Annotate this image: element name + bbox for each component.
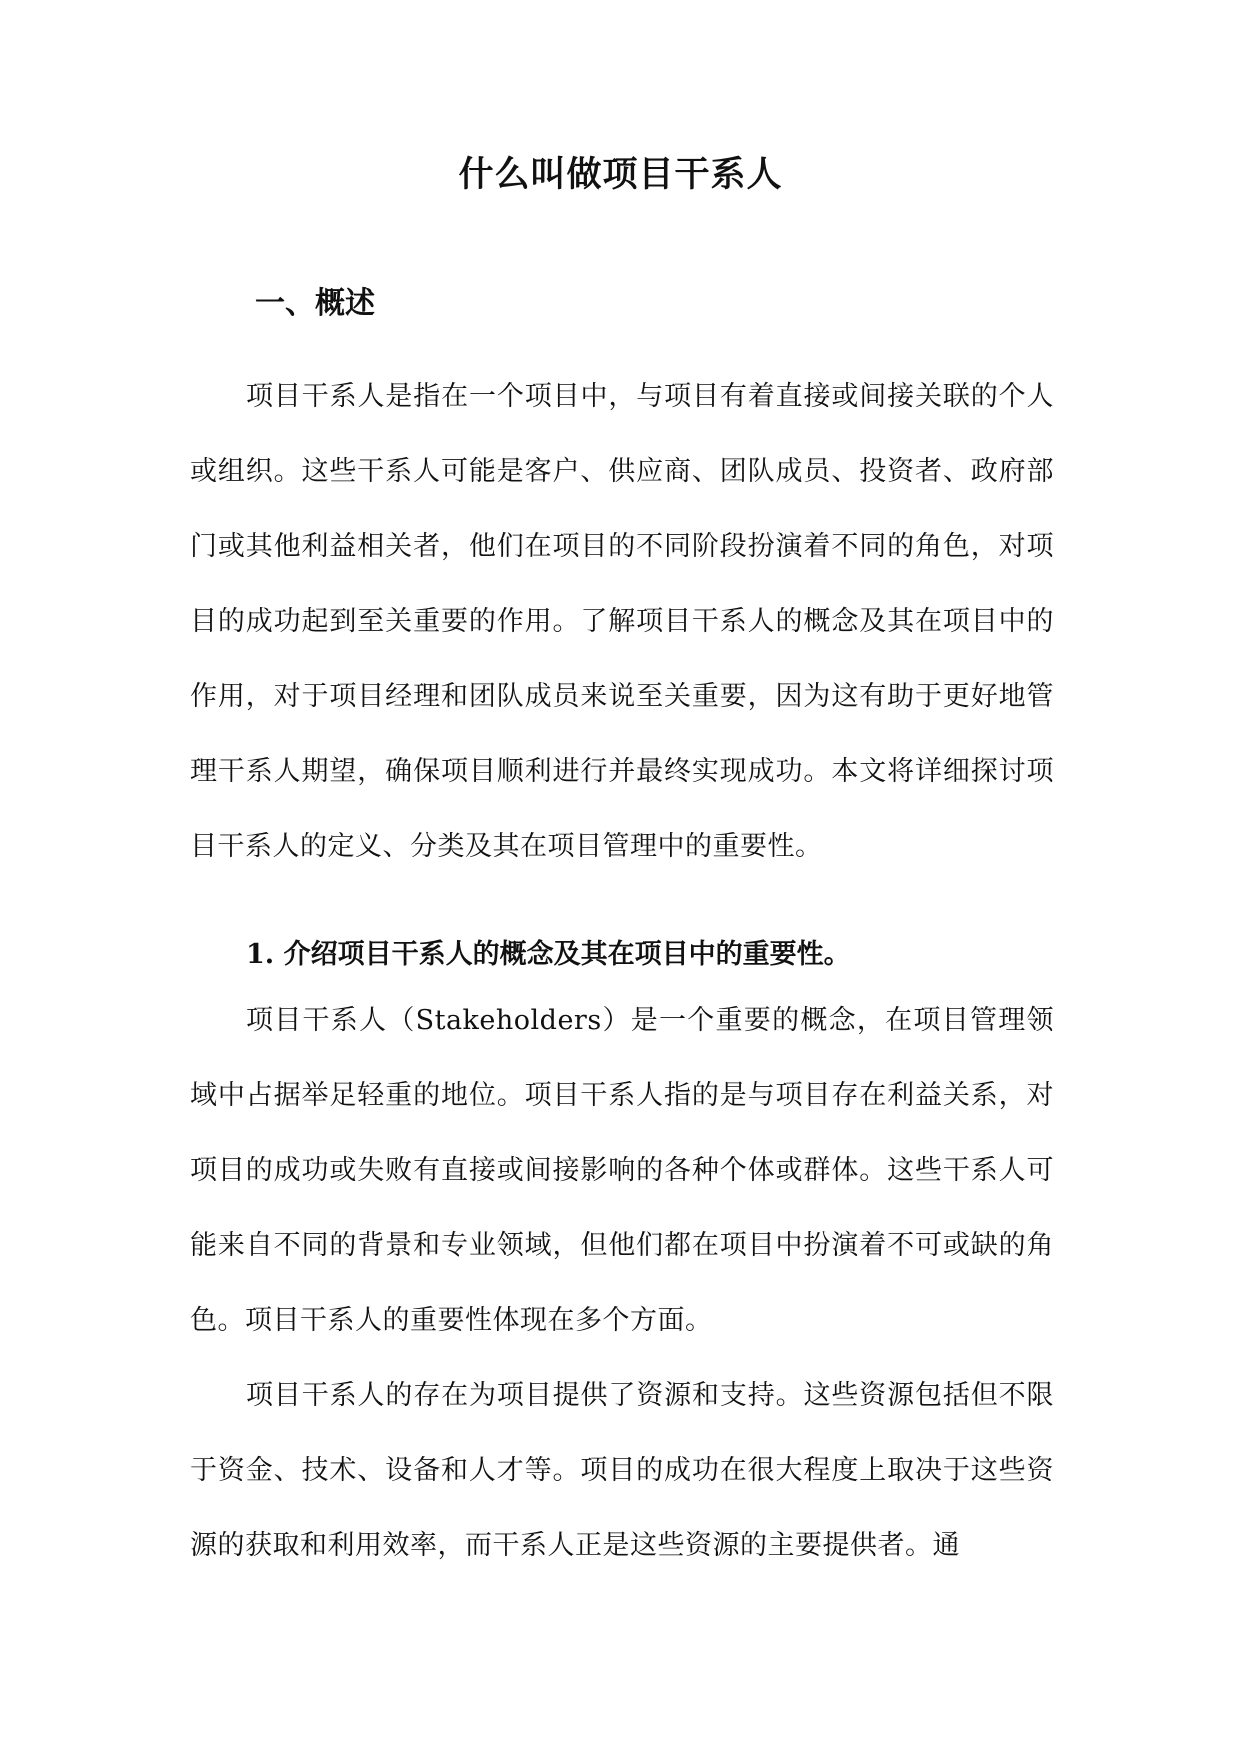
subsection-heading-concept: 1. 介绍项目干系人的概念及其在项目中的重要性。 [246,939,851,970]
section-heading-overview: 一、概述 [255,286,375,321]
concept-paragraph-1: 项目干系人（Stakeholders）是一个重要的概念，在项目管理领域中占据举足轻重的地位。项目干系人指的是与项目存在利益关系，对项目的成功或失败有直接或间接影响的各种个体或群体。这些干系人可能来自不同的背景和专业领域，但他们都在项目中扮演着不可或缺的角色。项目干系人的重要性体现在多个方面。 [190,1005,1054,1336]
overview-paragraph: 项目干系人是指在一个项目中，与项目有着直接或间接关联的个人或组织。这些干系人可能是客户、供应商、团队成员、投资者、政府部门或其他利益相关者，他们在项目的不同阶段扮演着不同的角色，对项目的成功起到至关重要的作用。了解项目干系人的概念及其在项目中的作用，对于项目经理和团队成员来说至关重要，因为这有助于更好地管理干系人期望，确保项目顺利进行并最终实现成功。本文将详细探讨项目干系人的定义、分类及其在项目管理中的重要性。 [190,381,1054,862]
concept-paragraph-2: 项目干系人的存在为项目提供了资源和支持。这些资源包括但不限于资金、技术、设备和人才等。项目的成功在很大程度上取决于这些资源的获取和利用效率，而干系人正是这些资源的主要提供者。通 [190,1380,1054,1561]
document-title: 什么叫做项目干系人 [458,154,783,195]
